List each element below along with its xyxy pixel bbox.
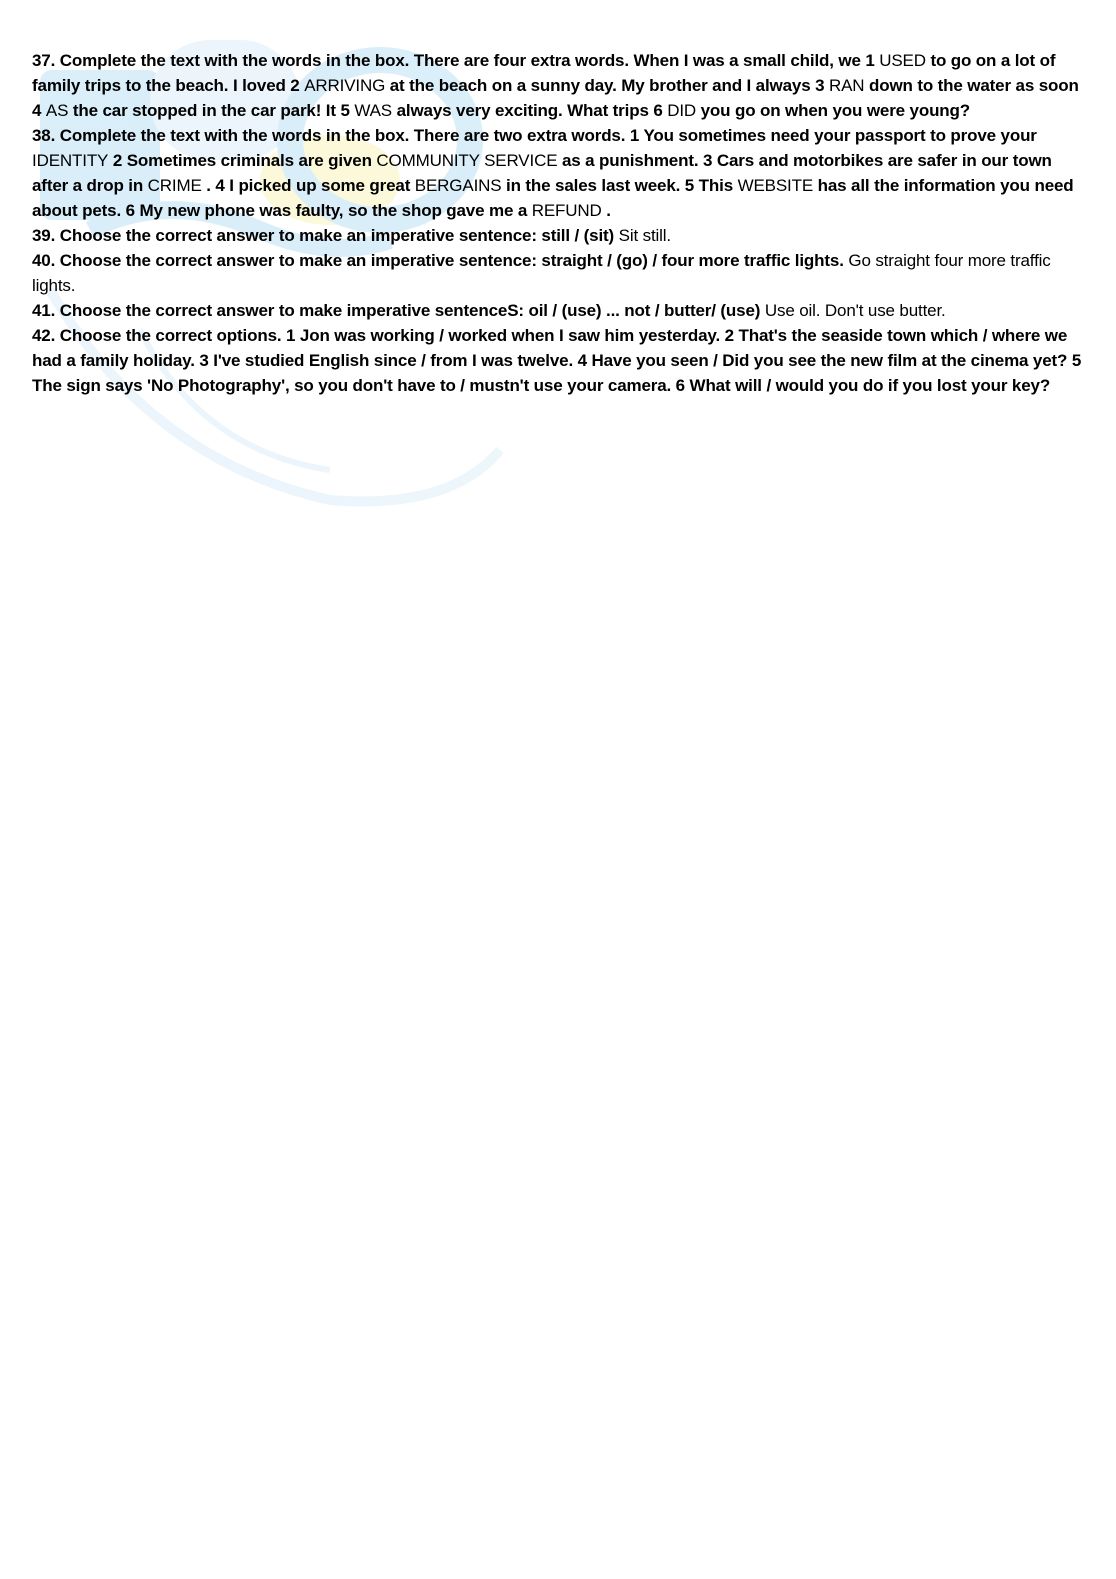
exercise-answer-text: BERGAINS	[414, 176, 502, 195]
exercise-prompt-text: the car stopped in the car park! It 5	[68, 101, 355, 120]
exercise-prompt-text: always very exciting. What trips 6	[392, 101, 668, 120]
exercise-prompt-text: as a punishment. 3 Cars and motorbikes are safer in our town after a drop in	[32, 151, 1052, 195]
exercise-item	[32, 48, 1084, 123]
exercise-answer-text: DID	[667, 101, 697, 120]
exercise-prompt-text: . 4 I picked up some great	[201, 176, 415, 195]
exercise-answer-text: Go straight four more traffic lights.	[32, 251, 1051, 295]
exercise-prompt-text: 41. Choose the correct answer to make imperative sentenceS: oil / (use) ... not / butter/ (use)	[32, 301, 765, 320]
exercise-answer-text: IDENTITY	[32, 151, 109, 170]
exercise-prompt-text: .	[601, 201, 611, 220]
exercise-answer-text: WEBSITE	[737, 176, 814, 195]
exercise-answer-text: COMMUNITY SERVICE	[376, 151, 558, 170]
exercise-prompt-text: in the sales last week. 5 This	[501, 176, 738, 195]
exercise-item	[32, 298, 1084, 323]
exercise-answer-text: WAS	[354, 101, 392, 120]
exercise-item	[32, 323, 1084, 398]
exercise-prompt-text: at the beach on a sunny day. My brother and I always 3	[385, 76, 829, 95]
exercise-answer-text: RAN	[828, 76, 865, 95]
exercise-prompt-text: 42. Choose the correct options. 1 Jon was working / worked when I saw him yesterday. 2 That's the seaside town which / where we had a family holiday. 3 I've studied English since / from I was twelve. 4 Have you seen / Did you see the new film at the cinema yet? 5 The sign says 'No Photography', so you don't have to / mustn't use your camera. 6 What will / would you do if you lost your key?	[32, 326, 1082, 395]
exercise-item	[32, 123, 1084, 223]
exercise-prompt-text: 2 Sometimes criminals are given	[108, 151, 377, 170]
exercise-prompt-text: you go on when you were young?	[696, 101, 971, 120]
exercise-answer-text: USED	[879, 51, 926, 70]
exercise-answer-text: CRIME	[147, 176, 202, 195]
exercise-answer-text: REFUND	[531, 201, 602, 220]
exercise-item	[32, 248, 1084, 298]
exercise-prompt-text: 39. Choose the correct answer to make an imperative sentence: still / (sit)	[32, 226, 619, 245]
exercise-prompt-text: to go on a lot of family trips to the beach. I loved 2	[32, 51, 1056, 95]
exercise-answer-text: Sit still.	[618, 226, 671, 245]
exercise-answer-text: Use oil. Don't use butter.	[764, 301, 946, 320]
exercise-answer-text: AS	[45, 101, 69, 120]
exercise-prompt-text: 38. Complete the text with the words in the box. There are two extra words. 1 You sometimes need your passport to prove your	[32, 126, 1037, 145]
exercise-item	[32, 223, 1084, 248]
exercise-prompt-text: 37. Complete the text with the words in the box. There are four extra words. When I was a small child, we 1	[32, 51, 880, 70]
exercise-prompt-text: 40. Choose the correct answer to make an imperative sentence: straight / (go) / four more traffic lights.	[32, 251, 849, 270]
exercise-prompt-text: down to the water as soon 4	[32, 76, 1079, 120]
exercise-answer-text: ARRIVING	[304, 76, 386, 95]
document-body	[0, 0, 1116, 398]
exercise-prompt-text: has all the information you need about pets. 6 My new phone was faulty, so the shop gave me a	[32, 176, 1074, 220]
